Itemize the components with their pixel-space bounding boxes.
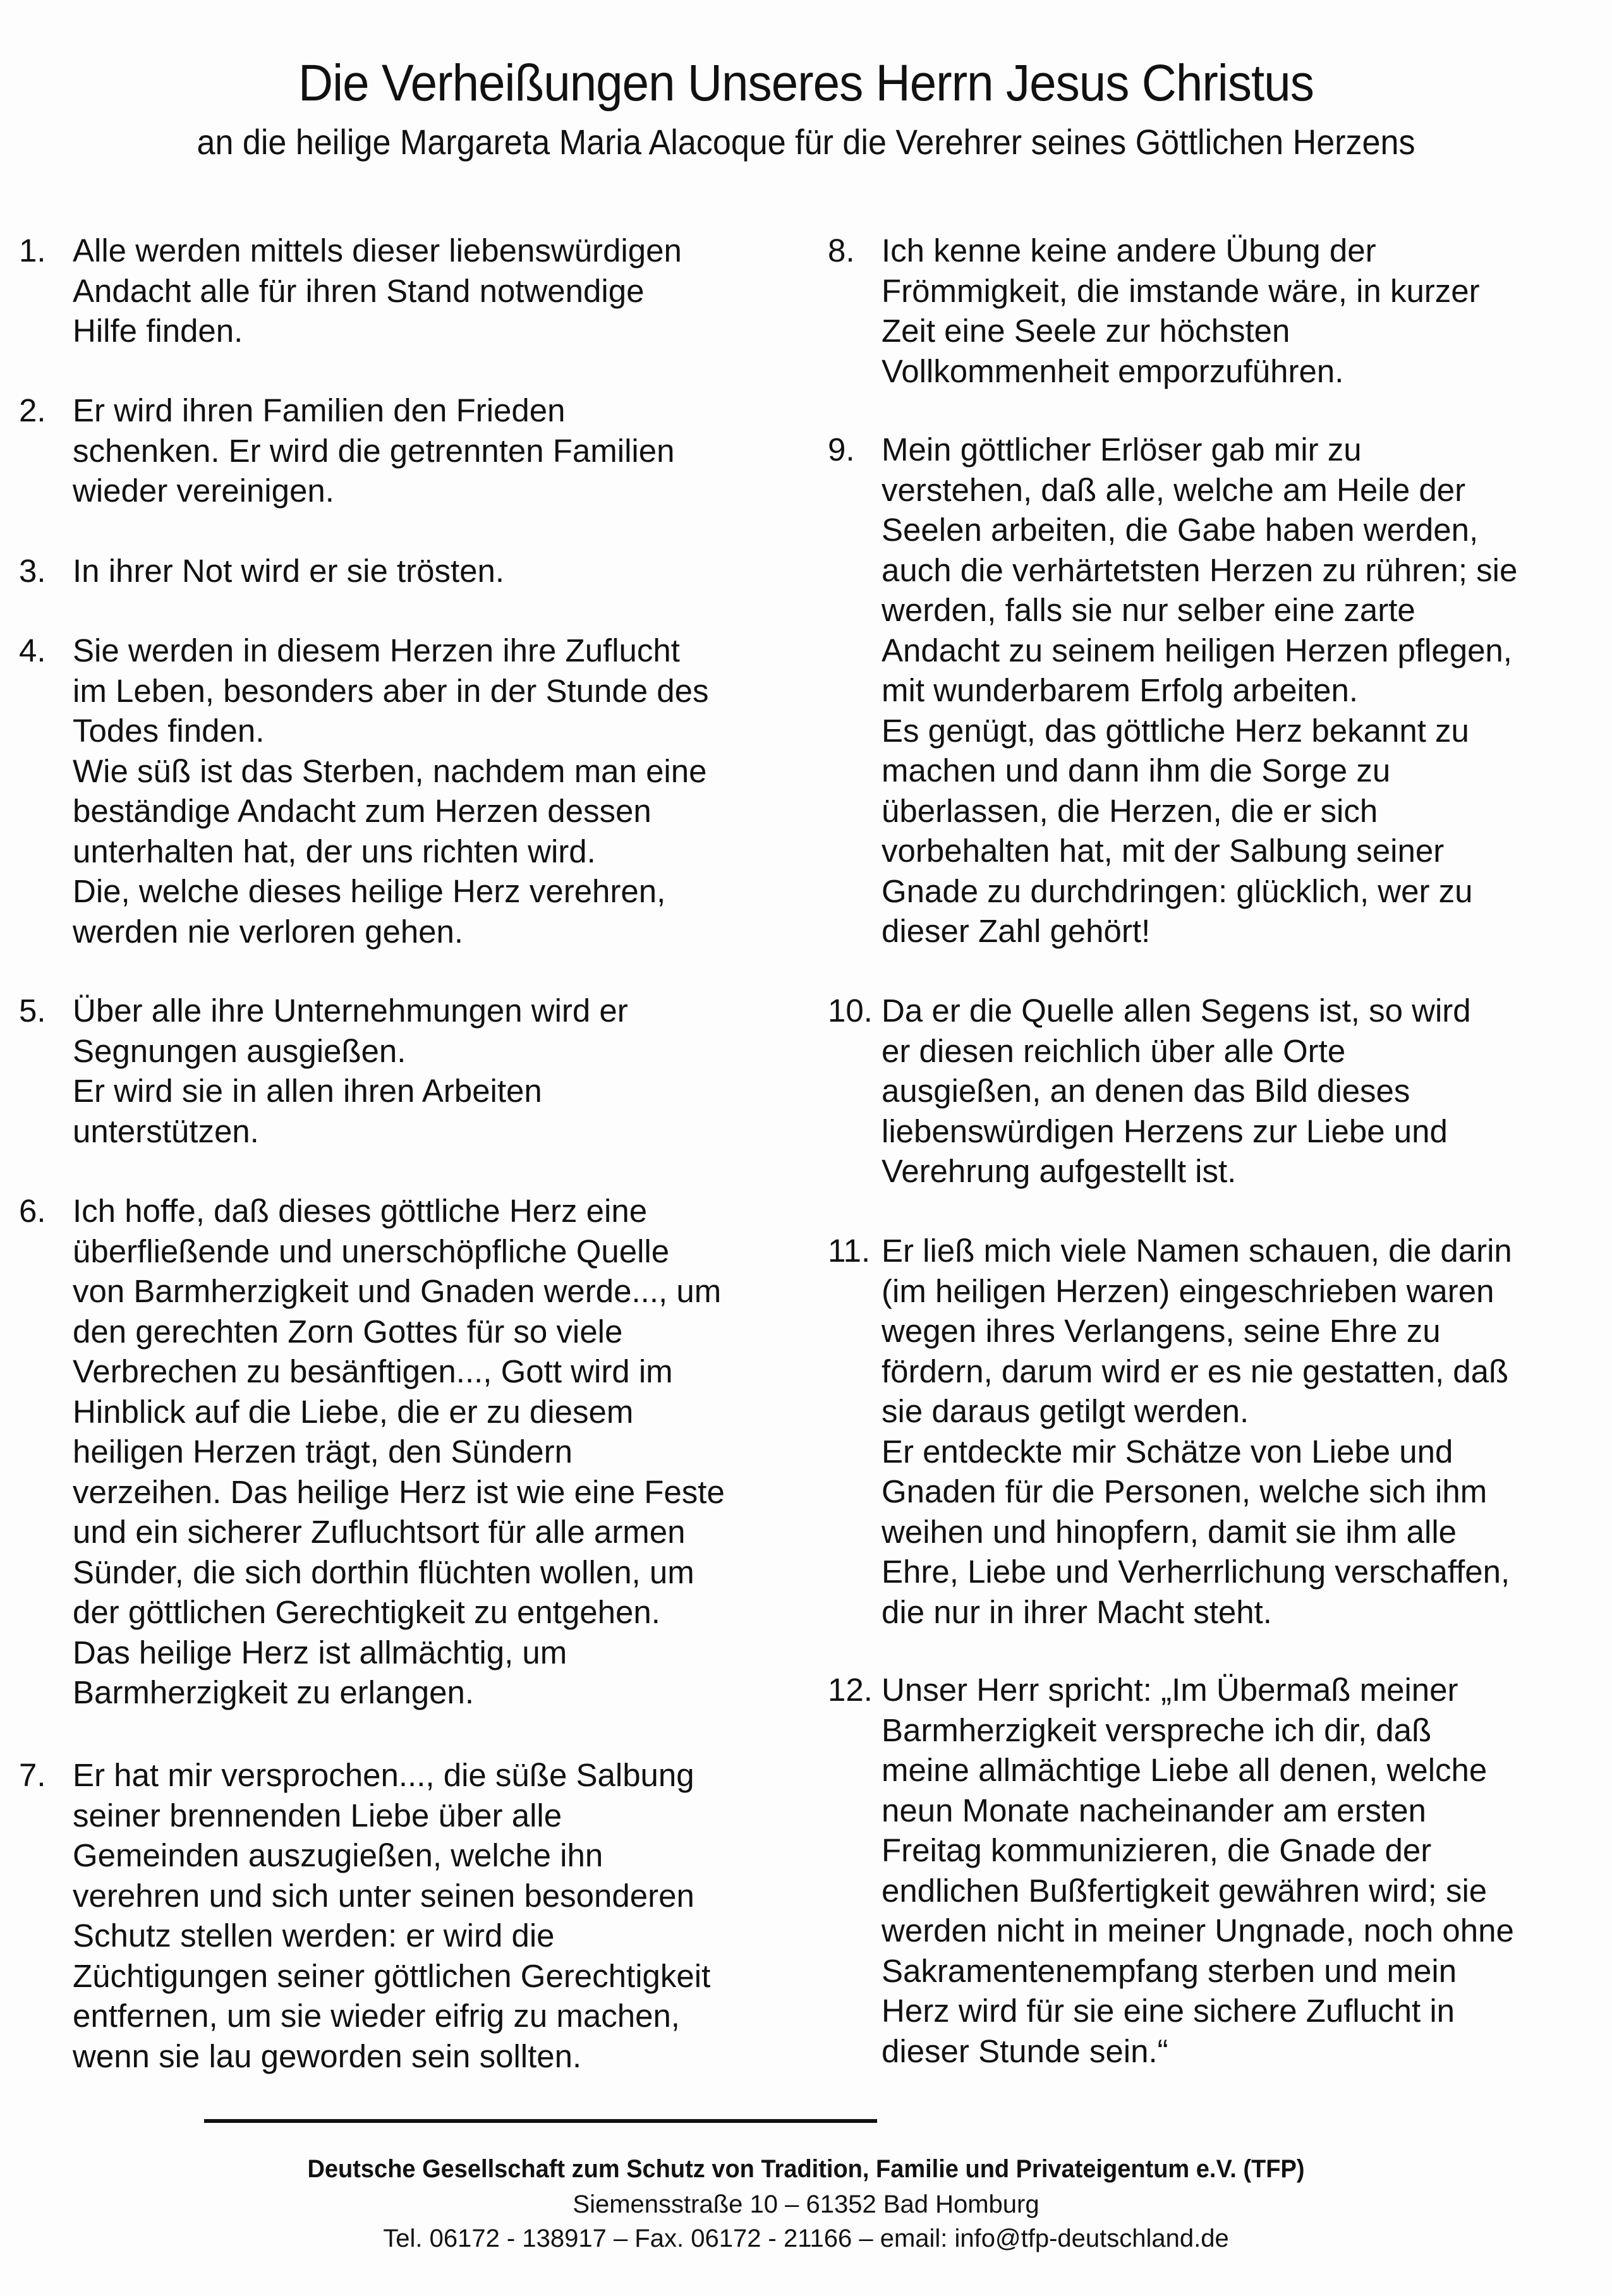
promise-text: Über alle ihre Unternehmungen wird er Segnungen ausgießen. Er wird sie in allen ihren Arbeiten unterstützen. (73, 993, 628, 1149)
promise-number: 5. (19, 993, 46, 1029)
promise-text: Er wird ihren Familien den Frieden schenken. Er wird die getrennten Familien wieder vereinigen. (73, 392, 675, 509)
promise-text: Sie werden in diesem Herzen ihre Zuflucht im Leben, besonders aber in der Stunde des Todes finden. Wie süß ist das Sterben, nachdem man eine beständige Andacht zum Herzen dessen unterhalten hat, der uns richten wird. Die, welche dieses heilige Herz verehren, werden nie verloren gehen. (73, 632, 709, 950)
promise-text: Mein göttlicher Erlöser gab mir zu verstehen, daß alle, welche am Heile der Seelen arbeiten, die Gabe haben werden, auch die verhärtetsten Herzen zu rühren; sie werden, falls sie nur selber eine zarte Andacht zu seinem heiligen Herzen pflegen, mit wunderbarem Erfolg arbeiten. Es genügt, das göttliche Herz bekannt zu machen und dann ihm die Sorge zu überlassen, die Herzen, die er sich vorbehalten hat, mit der Salbung seiner Gnade zu durchdringen: glücklich, wer zu dieser Zahl gehört! (882, 432, 1518, 949)
footer-organization: Deutsche Gesellschaft zum Schutz von Tradition, Familie und Privateigentum e.V. (TFP) (307, 2155, 1305, 2183)
promise-number: 7. (19, 1757, 46, 1793)
promise-text: Unser Herr spricht: „Im Übermaß meiner Barmherzigkeit verspreche ich dir, daß meine allmächtige Liebe all denen, welche neun Monate nacheinander am ersten Freitag kommunizieren, die Gnade der endlichen Bußfertigkeit gewähren wird; sie werden nicht in meiner Ungnade, noch ohne Sakramentenempfang sterben und mein Herz wird für sie eine sichere Zuflucht in dieser Stunde sein.“ (882, 1672, 1514, 2069)
page-title: Die Verheißungen Unseres Herrn Jesus Christus (298, 54, 1314, 112)
footer-divider (204, 2119, 877, 2123)
promise-number: 4. (19, 632, 46, 668)
footer-address: Siemensstraße 10 – 61352 Bad Homburg (573, 2190, 1039, 2218)
promise-text: Da er die Quelle allen Segens ist, so wird er diesen reichlich über alle Orte ausgießen, an denen das Bild dieses liebenswürdigen Herzens zur Liebe und Verehrung aufgestellt ist. (882, 993, 1471, 1189)
promise-number: 9. (828, 432, 855, 468)
promise-number: 12. (828, 1672, 873, 1708)
promise-text: Alle werden mittels dieser liebenswürdigen Andacht alle für ihren Stand notwendige Hilfe finden. (73, 233, 682, 349)
promise-text: Er ließ mich viele Namen schauen, die darin (im heiligen Herzen) eingeschrieben waren wegen ihres Verlangens, seine Ehre zu fördern, darum wird er es nie gestatten, daß sie daraus getilgt werden. Er entdeckte mir Schätze von Liebe und Gnaden für die Personen, welche sich ihm weihen und hinopfern, damit sie ihm alle Ehre, Liebe und Verherrlichung verschaffen, die nur in ihrer Macht steht. (882, 1233, 1512, 1630)
promise-number: 6. (19, 1193, 46, 1229)
promise-number: 8. (828, 233, 855, 269)
promise-text: Ich kenne keine andere Übung der Frömmigkeit, die imstande wäre, in kurzer Zeit eine Seele zur höchsten Vollkommenheit emporzuführen. (882, 233, 1480, 389)
promise-number: 3. (19, 553, 46, 589)
footer-contact: Tel. 06172 - 138917 – Fax. 06172 - 21166 – email: info@tfp-deutschland.de (383, 2225, 1229, 2252)
promise-number: 1. (19, 233, 46, 269)
page-subtitle: an die heilige Margareta Maria Alacoque für die Verehrer seines Göttlichen Herzens (197, 122, 1415, 162)
promise-text: Er hat mir versprochen..., die süße Salbung seiner brennenden Liebe über alle Gemeinden auszugießen, welche ihn verehren und sich unter seinen besonderen Schutz stellen werden: er wird die Züchtigungen seiner göttlichen Gerechtigkeit entfernen, um sie wieder eifrig zu machen, wenn sie lau geworden sein sollten. (73, 1757, 711, 2074)
promise-number: 10. (828, 993, 873, 1029)
promise-text: Ich hoffe, daß dieses göttliche Herz eine überfließende und unerschöpfliche Quelle von Barmherzigkeit und Gnaden werde..., um den gerechten Zorn Gottes für so viele Verbrechen zu besänftigen..., Gott wird im Hinblick auf die Liebe, die er zu diesem heiligen Herzen trägt, den Sündern verzeihen. Das heilige Herz ist wie eine Feste und ein sicherer Zufluchtsort für alle armen Sünder, die sich dorthin flüchten wollen, um der göttlichen Gerechtigkeit zu entgehen. Das heilige Herz ist allmächtig, um Barmherzigkeit zu erlangen. (73, 1193, 725, 1710)
promise-number: 11. (828, 1233, 871, 1269)
promise-number: 2. (19, 392, 46, 428)
promise-text: In ihrer Not wird er sie trösten. (73, 553, 505, 589)
